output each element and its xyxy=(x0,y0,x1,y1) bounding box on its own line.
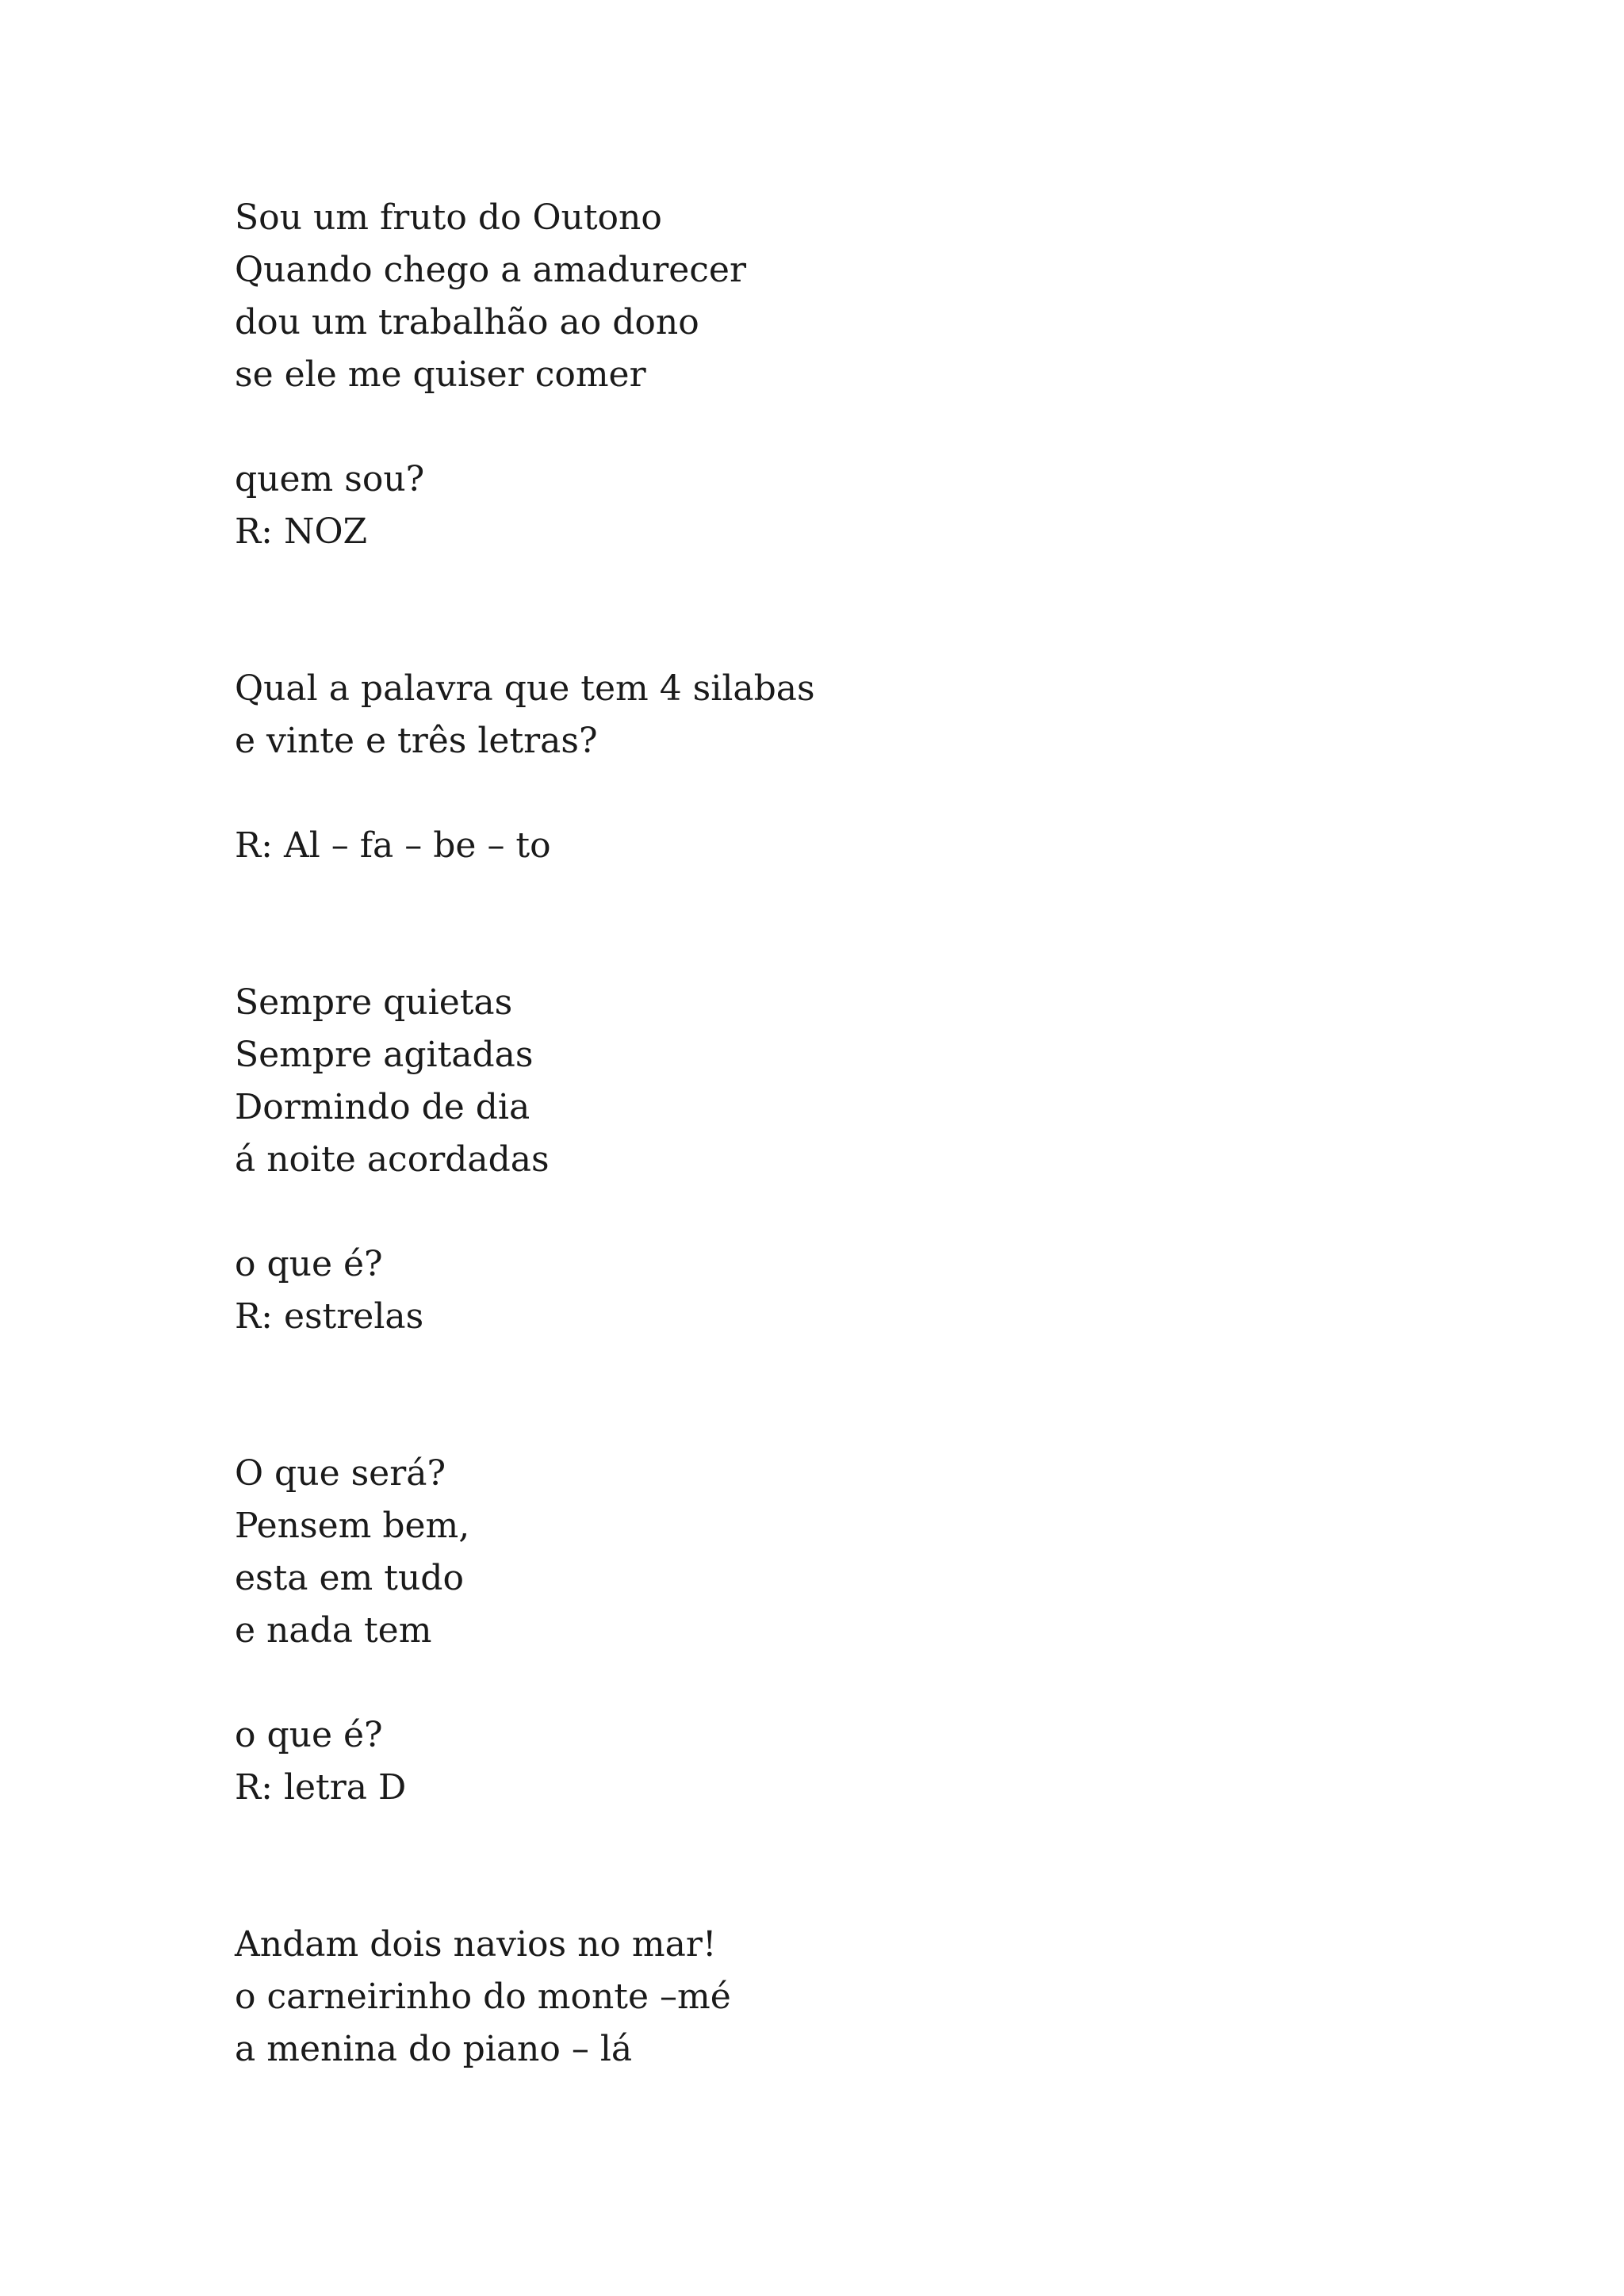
verse-line: Sempre agitadas xyxy=(235,1035,534,1075)
riddle-question: o que é? xyxy=(235,1715,383,1755)
verse-line: O que será? xyxy=(235,1453,446,1494)
riddles-text xyxy=(235,192,1424,2076)
verse-line: Qual a palavra que tem 4 silabas xyxy=(235,668,815,709)
verse-line: a menina do piano – lá xyxy=(235,2029,633,2069)
riddle-answer: R: estrelas xyxy=(235,1296,424,1337)
riddle-question: quem sou? xyxy=(235,459,425,499)
verse-line: Pensem bem, xyxy=(235,1506,470,1546)
riddle-2 xyxy=(235,663,1424,872)
verse-line: e nada tem xyxy=(235,1610,432,1651)
riddle-question: o que é? xyxy=(235,1244,383,1284)
verse-line: e vinte e três letras? xyxy=(235,721,598,761)
verse-line: dou um trabalhão ao dono xyxy=(235,302,699,342)
riddle-5 xyxy=(235,1919,1424,2076)
verse-line: Andam dois navios no mar! xyxy=(235,1924,717,1965)
verse-line: á noite acordadas xyxy=(235,1139,550,1180)
riddle-answer: R: Al – fa – be – to xyxy=(235,825,551,866)
riddle-3 xyxy=(235,977,1424,1343)
riddle-answer: R: letra D xyxy=(235,1767,407,1808)
riddle-answer: R: NOZ xyxy=(235,511,368,552)
verse-line: esta em tudo xyxy=(235,1558,464,1598)
verse-line: Dormindo de dia xyxy=(235,1087,530,1127)
verse-line: Sempre quietas xyxy=(235,982,513,1023)
verse-line: o carneirinho do monte –mé xyxy=(235,1976,731,2017)
riddle-4 xyxy=(235,1448,1424,1814)
verse-line: Quando chego a amadurecer xyxy=(235,250,746,290)
verse-line: se ele me quiser comer xyxy=(235,354,646,395)
verse-line: Sou um fruto do Outono xyxy=(235,197,662,238)
riddle-1 xyxy=(235,192,1424,558)
